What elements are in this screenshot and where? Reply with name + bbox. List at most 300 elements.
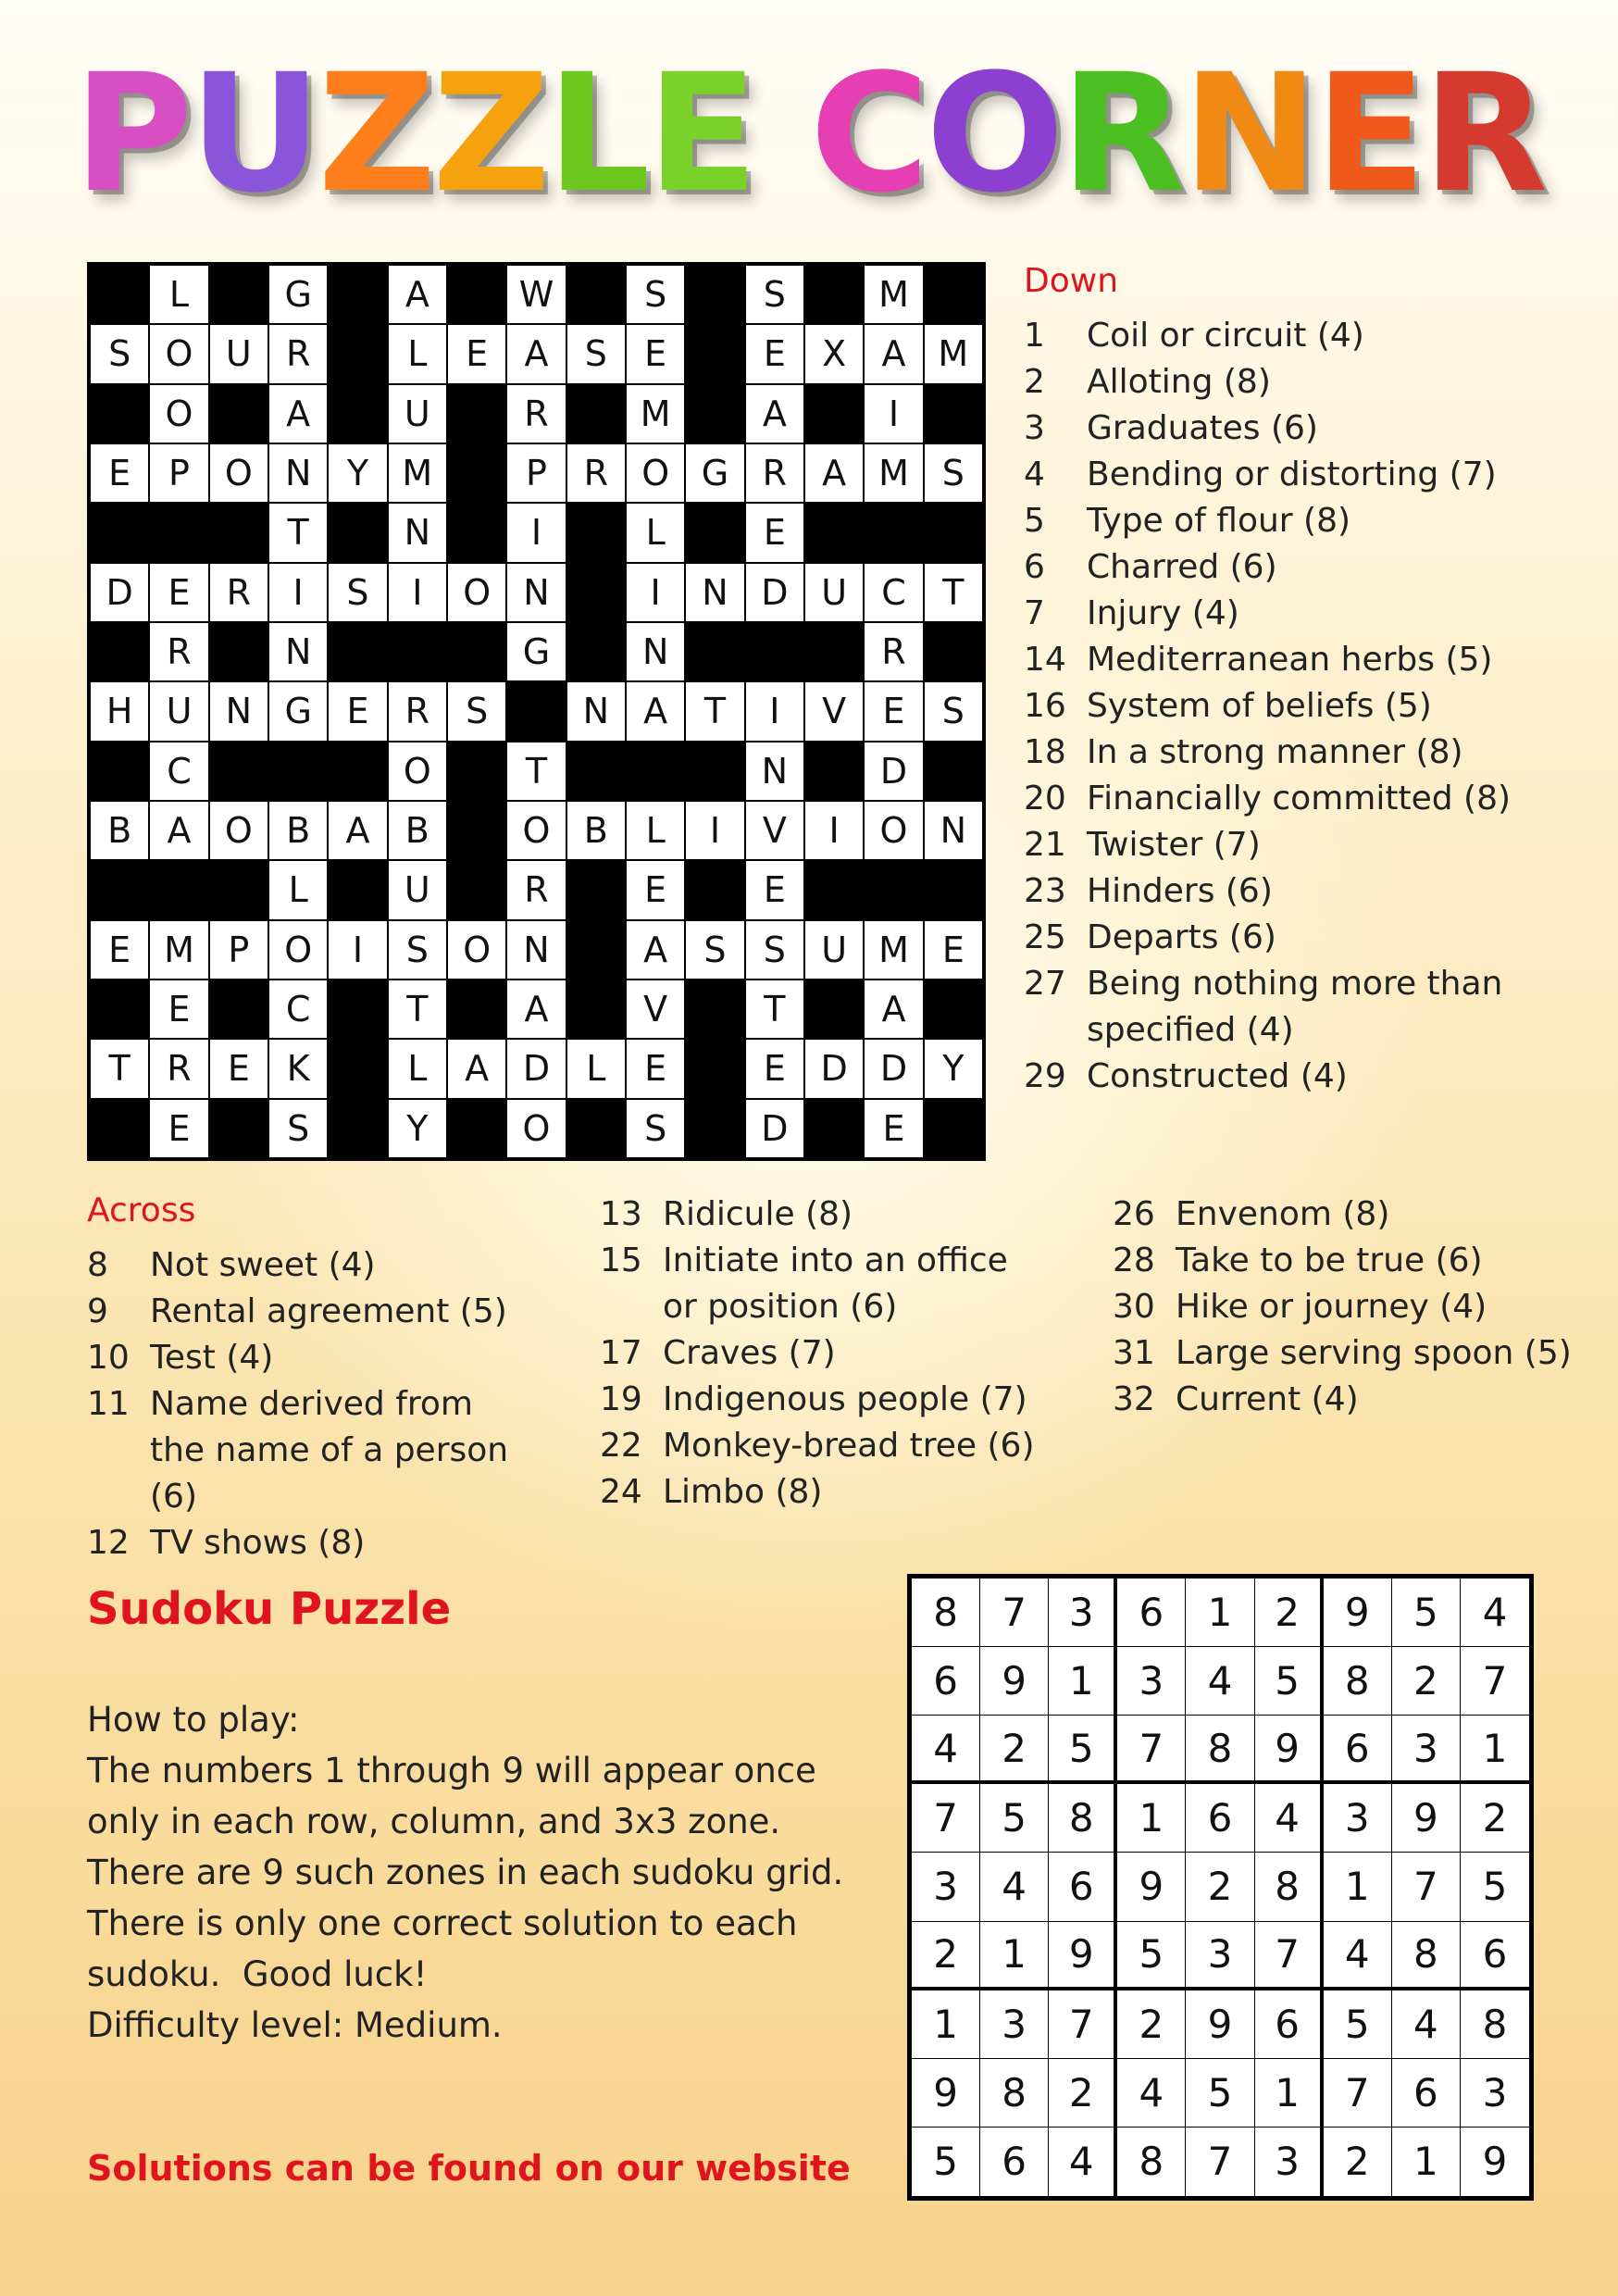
crossword-cell: G — [506, 622, 566, 681]
sudoku-cell: 7 — [1324, 2059, 1392, 2128]
sudoku-cell: 4 — [1324, 1922, 1392, 1990]
sudoku-cell: 1 — [1117, 1784, 1186, 1853]
clue-number: 7 — [1024, 594, 1045, 632]
crossword-cell: A — [626, 920, 685, 980]
crossword-black-cell — [209, 265, 268, 324]
clue-number: 5 — [1024, 502, 1045, 540]
crossword-cell: A — [268, 384, 328, 443]
crossword-black-cell — [149, 503, 208, 562]
crossword-black-cell — [685, 265, 744, 324]
clue-number: 15 — [600, 1242, 642, 1279]
clue-text: Ridicule (8) — [663, 1195, 853, 1233]
crossword-black-cell — [447, 622, 506, 681]
crossword-black-cell — [149, 860, 208, 919]
across-clue-list-1 — [87, 1242, 531, 1566]
clue-text: TV shows (8) — [150, 1524, 366, 1562]
crossword-cell: I — [506, 503, 566, 562]
title-letter: E — [646, 39, 755, 229]
sudoku-cell: 5 — [1186, 2059, 1254, 2128]
sudoku-cell: 7 — [1186, 2128, 1254, 2196]
sudoku-cell: 5 — [1392, 1578, 1461, 1647]
crossword-cell: Y — [388, 1099, 447, 1158]
crossword-cell: L — [149, 265, 208, 324]
sudoku-cell: 4 — [1392, 1990, 1461, 2059]
crossword-black-cell — [566, 265, 626, 324]
sudoku-cell: 5 — [1461, 1853, 1529, 1921]
crossword-cell: E — [745, 1039, 804, 1098]
crossword-cell: E — [745, 324, 804, 383]
crossword-cell: O — [626, 443, 685, 503]
crossword-cell: O — [388, 742, 447, 801]
sudoku-cell: 2 — [1186, 1853, 1254, 1921]
crossword-black-cell — [90, 384, 149, 443]
crossword-cell: O — [268, 920, 328, 980]
crossword-black-cell — [804, 980, 864, 1039]
crossword-cell: E — [745, 860, 804, 919]
crossword-cell: M — [388, 443, 447, 503]
clue-item — [600, 1192, 1044, 1238]
crossword-cell: R — [566, 443, 626, 503]
crossword-cell: R — [209, 563, 268, 622]
sudoku-cell: 8 — [912, 1578, 980, 1647]
clue-text: Being nothing more than specified (4) — [1087, 965, 1503, 1049]
crossword-cell: A — [864, 324, 923, 383]
title-word-puzzle — [74, 28, 755, 241]
crossword-black-cell — [328, 265, 387, 324]
across-clue-list-3 — [1113, 1192, 1575, 1423]
title-letter: C — [810, 39, 927, 229]
clue-number: 27 — [1024, 965, 1066, 1003]
crossword-black-cell — [447, 265, 506, 324]
crossword-cell: S — [90, 324, 149, 383]
crossword-black-cell — [685, 324, 744, 383]
crossword-black-cell — [924, 622, 983, 681]
crossword-grid — [87, 262, 986, 1161]
sudoku-cell: 3 — [1461, 2059, 1529, 2128]
crossword-black-cell — [924, 384, 983, 443]
clue-item — [1024, 498, 1542, 544]
howto-line: How to play: — [87, 1700, 300, 1740]
sudoku-cell: 9 — [980, 1647, 1049, 1716]
clue-item — [600, 1423, 1044, 1469]
crossword-cell: S — [924, 443, 983, 503]
sudoku-cell: 6 — [980, 2128, 1049, 2196]
clue-item — [1024, 452, 1542, 498]
crossword-cell: A — [745, 384, 804, 443]
crossword-cell: D — [90, 563, 149, 622]
crossword-cell: M — [626, 384, 685, 443]
crossword-black-cell — [566, 503, 626, 562]
crossword-cell: L — [388, 324, 447, 383]
crossword-black-cell — [804, 742, 864, 801]
crossword-black-cell — [685, 742, 744, 801]
crossword-cell: K — [268, 1039, 328, 1098]
clue-item — [1024, 961, 1542, 1054]
crossword-black-cell — [864, 503, 923, 562]
crossword-cell: Y — [924, 1039, 983, 1098]
crossword-cell: I — [388, 563, 447, 622]
clue-number: 17 — [600, 1334, 642, 1372]
sudoku-cell: 1 — [912, 1990, 980, 2059]
clue-number: 32 — [1113, 1380, 1155, 1418]
crossword-cell: W — [506, 265, 566, 324]
clue-text: Mediterranean herbs (5) — [1087, 641, 1493, 679]
sudoku-cell: 7 — [1461, 1647, 1529, 1716]
sudoku-cell: 8 — [1186, 1716, 1254, 1784]
crossword-cell: L — [268, 860, 328, 919]
crossword-cell: S — [685, 920, 744, 980]
title-letter: R — [1060, 39, 1183, 229]
crossword-cell: B — [268, 801, 328, 860]
clue-item — [87, 1242, 531, 1289]
clue-number: 4 — [1024, 455, 1045, 493]
crossword-cell: R — [506, 384, 566, 443]
title-letter: O — [926, 39, 1061, 229]
clue-number: 14 — [1024, 641, 1066, 679]
sudoku-cell: 3 — [912, 1853, 980, 1921]
crossword-cell: E — [864, 681, 923, 741]
down-clue-list — [1024, 313, 1542, 1100]
crossword-black-cell — [268, 742, 328, 801]
howto-line: The numbers 1 through 9 will appear once only in each row, column, and 3x3 zone. There are 9 such zones in each sudoku grid. — [87, 1751, 844, 1892]
crossword-black-cell — [685, 860, 744, 919]
crossword-cell: T — [924, 563, 983, 622]
howto-line: Difficulty level: Medium. — [87, 2005, 503, 2045]
sudoku-cell: 8 — [1049, 1784, 1117, 1853]
across-clue-list-2 — [600, 1192, 1044, 1516]
clue-item — [600, 1330, 1044, 1377]
crossword-cell: R — [506, 860, 566, 919]
crossword-cell: P — [149, 443, 208, 503]
crossword-black-cell — [209, 503, 268, 562]
crossword-cell: B — [566, 801, 626, 860]
clue-text: Alloting (8) — [1087, 363, 1271, 401]
crossword-cell: D — [804, 1039, 864, 1098]
crossword-cell: O — [447, 563, 506, 622]
sudoku-cell: 8 — [1324, 1647, 1392, 1716]
crossword-cell: S — [626, 1099, 685, 1158]
howto-line: There is only one correct solution to each sudoku. Good luck! — [87, 1903, 809, 1994]
crossword-cell: O — [149, 324, 208, 383]
crossword-cell: R — [864, 622, 923, 681]
clue-number: 20 — [1024, 780, 1066, 817]
clue-item — [87, 1289, 531, 1335]
clue-number: 28 — [1113, 1242, 1155, 1279]
crossword-cell: N — [626, 622, 685, 681]
crossword-cell: T — [388, 980, 447, 1039]
crossword-cell: E — [149, 1099, 208, 1158]
crossword-cell: G — [685, 443, 744, 503]
crossword-cell: M — [864, 265, 923, 324]
crossword-black-cell — [685, 384, 744, 443]
page-title — [0, 28, 1618, 241]
clue-text: Initiate into an office or position (6) — [663, 1242, 1008, 1326]
crossword-cell: X — [804, 324, 864, 383]
sudoku-cell: 3 — [980, 1990, 1049, 2059]
title-letter: Z — [317, 39, 433, 229]
crossword-cell: E — [626, 1039, 685, 1098]
crossword-cell: E — [149, 980, 208, 1039]
crossword-black-cell — [924, 980, 983, 1039]
clue-item — [1024, 359, 1542, 406]
crossword-black-cell — [804, 860, 864, 919]
clue-item — [87, 1335, 531, 1381]
crossword-cell: N — [268, 622, 328, 681]
sudoku-cell: 4 — [1049, 2128, 1117, 2196]
crossword-black-cell — [328, 1099, 387, 1158]
crossword-cell: N — [506, 563, 566, 622]
sudoku-cell: 3 — [1392, 1716, 1461, 1784]
sudoku-cell: 9 — [1117, 1853, 1186, 1921]
sudoku-cell: 6 — [1117, 1578, 1186, 1647]
clue-text: System of beliefs (5) — [1087, 687, 1432, 725]
sudoku-cell: 4 — [1255, 1784, 1324, 1853]
sudoku-cell: 2 — [1255, 1578, 1324, 1647]
sudoku-cell: 6 — [1255, 1990, 1324, 2059]
clue-text: Hike or journey (4) — [1176, 1288, 1487, 1326]
crossword-cell: D — [506, 1039, 566, 1098]
clue-item — [1024, 1054, 1542, 1100]
sudoku-cell: 7 — [980, 1578, 1049, 1647]
clue-text: In a strong manner (8) — [1087, 733, 1463, 771]
crossword-cell: T — [745, 980, 804, 1039]
clue-item — [87, 1520, 531, 1566]
crossword-black-cell — [328, 860, 387, 919]
crossword-cell: R — [745, 443, 804, 503]
crossword-black-cell — [209, 742, 268, 801]
sudoku-cell: 8 — [1392, 1922, 1461, 1990]
sudoku-cell: 7 — [1392, 1853, 1461, 1921]
clue-text: Monkey-bread tree (6) — [663, 1427, 1035, 1465]
crossword-cell: M — [924, 324, 983, 383]
clue-text: Envenom (8) — [1176, 1195, 1390, 1233]
clue-text: Not sweet (4) — [150, 1246, 376, 1284]
crossword-cell: O — [506, 1099, 566, 1158]
crossword-black-cell — [447, 801, 506, 860]
sudoku-cell: 5 — [912, 2128, 980, 2196]
crossword-cell: L — [626, 801, 685, 860]
sudoku-cell: 4 — [1117, 2059, 1186, 2128]
crossword-cell: I — [268, 563, 328, 622]
clue-item — [1113, 1330, 1575, 1377]
sudoku-cell: 9 — [912, 2059, 980, 2128]
crossword-black-cell — [90, 742, 149, 801]
crossword-black-cell — [924, 860, 983, 919]
title-letter: P — [73, 39, 190, 229]
sudoku-cell: 7 — [1117, 1716, 1186, 1784]
crossword-cell: O — [149, 384, 208, 443]
crossword-cell: T — [685, 681, 744, 741]
clue-item — [600, 1469, 1044, 1516]
crossword-black-cell — [566, 1099, 626, 1158]
crossword-cell: B — [90, 801, 149, 860]
title-letter: N — [1182, 39, 1315, 229]
clue-text: Limbo (8) — [663, 1473, 823, 1511]
clue-number: 9 — [87, 1292, 108, 1330]
crossword-black-cell — [924, 1099, 983, 1158]
crossword-cell: U — [209, 324, 268, 383]
sudoku-cell: 4 — [1461, 1578, 1529, 1647]
clue-text: Injury (4) — [1087, 594, 1239, 632]
crossword-black-cell — [864, 860, 923, 919]
crossword-black-cell — [209, 384, 268, 443]
clue-number: 6 — [1024, 548, 1045, 586]
crossword-cell: U — [149, 681, 208, 741]
sudoku-cell: 5 — [980, 1784, 1049, 1853]
sudoku-cell: 3 — [1186, 1922, 1254, 1990]
sudoku-cell: 6 — [1461, 1922, 1529, 1990]
crossword-cell: S — [447, 681, 506, 741]
sudoku-cell: 8 — [1461, 1990, 1529, 2059]
clue-item — [1024, 406, 1542, 452]
clue-text: Indigenous people (7) — [663, 1380, 1027, 1418]
sudoku-cell: 2 — [912, 1922, 980, 1990]
crossword-cell: S — [566, 324, 626, 383]
sudoku-cell: 4 — [1186, 1647, 1254, 1716]
sudoku-cell: 6 — [1049, 1853, 1117, 1921]
crossword-black-cell — [90, 860, 149, 919]
title-word-corner — [810, 28, 1544, 241]
clue-number: 21 — [1024, 826, 1066, 864]
crossword-cell: A — [804, 443, 864, 503]
crossword-cell: E — [90, 920, 149, 980]
title-letter: E — [1314, 39, 1423, 229]
crossword-cell: O — [209, 443, 268, 503]
crossword-black-cell — [209, 1099, 268, 1158]
crossword-cell: A — [447, 1039, 506, 1098]
crossword-cell: P — [209, 920, 268, 980]
solutions-note: Solutions can be found on our website — [87, 2148, 851, 2189]
crossword-black-cell — [328, 622, 387, 681]
clue-number: 13 — [600, 1195, 642, 1233]
clue-text: Departs (6) — [1087, 918, 1276, 956]
clue-item — [1024, 313, 1542, 359]
sudoku-title: Sudoku Puzzle — [87, 1583, 452, 1635]
crossword-cell: H — [90, 681, 149, 741]
clue-number: 3 — [1024, 409, 1045, 447]
crossword-cell: T — [90, 1039, 149, 1098]
crossword-cell: D — [864, 742, 923, 801]
sudoku-cell: 6 — [912, 1647, 980, 1716]
sudoku-instructions — [87, 1694, 846, 2051]
clue-text: Rental agreement (5) — [150, 1292, 507, 1330]
sudoku-grid — [907, 1574, 1534, 2201]
clue-number: 8 — [87, 1246, 108, 1284]
clue-item — [1024, 544, 1542, 591]
crossword-cell: T — [268, 503, 328, 562]
clue-text: Large serving spoon (5) — [1176, 1334, 1572, 1372]
clue-number: 12 — [87, 1524, 130, 1562]
crossword-cell: E — [626, 860, 685, 919]
crossword-cell: C — [864, 563, 923, 622]
clue-text: Current (4) — [1176, 1380, 1359, 1418]
crossword-cell: U — [804, 920, 864, 980]
crossword-cell: S — [745, 265, 804, 324]
crossword-cell: C — [149, 742, 208, 801]
crossword-cell: N — [506, 920, 566, 980]
crossword-black-cell — [924, 503, 983, 562]
clue-number: 18 — [1024, 733, 1066, 771]
sudoku-cell: 2 — [1049, 2059, 1117, 2128]
crossword-black-cell — [209, 622, 268, 681]
crossword-black-cell — [566, 622, 626, 681]
clue-text: Type of flour (8) — [1087, 502, 1351, 540]
clue-number: 26 — [1113, 1195, 1155, 1233]
crossword-cell: V — [626, 980, 685, 1039]
clue-number: 10 — [87, 1339, 130, 1377]
sudoku-cell: 8 — [1255, 1853, 1324, 1921]
clue-text: Coil or circuit (4) — [1087, 317, 1364, 355]
clue-text: Graduates (6) — [1087, 409, 1318, 447]
crossword-cell: V — [804, 681, 864, 741]
crossword-cell: S — [388, 920, 447, 980]
crossword-black-cell — [924, 265, 983, 324]
crossword-cell: I — [685, 801, 744, 860]
crossword-black-cell — [745, 622, 804, 681]
crossword-black-cell — [388, 622, 447, 681]
crossword-black-cell — [328, 1039, 387, 1098]
crossword-black-cell — [209, 860, 268, 919]
crossword-black-cell — [685, 1039, 744, 1098]
crossword-cell: E — [626, 324, 685, 383]
sudoku-cell: 1 — [980, 1922, 1049, 1990]
title-letter: R — [1422, 39, 1545, 229]
sudoku-cell: 9 — [1324, 1578, 1392, 1647]
crossword-black-cell — [804, 503, 864, 562]
sudoku-cell: 5 — [1049, 1716, 1117, 1784]
clue-item — [1113, 1192, 1575, 1238]
clue-number: 24 — [600, 1473, 642, 1511]
sudoku-cell: 7 — [912, 1784, 980, 1853]
across-heading: Across — [87, 1192, 196, 1229]
title-letter: L — [546, 39, 647, 229]
clue-text: Craves (7) — [663, 1334, 836, 1372]
crossword-cell: I — [745, 681, 804, 741]
clue-item — [1113, 1284, 1575, 1330]
title-letter: Z — [432, 39, 547, 229]
crossword-black-cell — [447, 443, 506, 503]
crossword-cell: D — [745, 563, 804, 622]
clue-item — [1024, 637, 1542, 683]
crossword-cell: S — [626, 265, 685, 324]
crossword-cell: L — [566, 1039, 626, 1098]
clue-text: Bending or distorting (7) — [1087, 455, 1497, 493]
sudoku-cell: 3 — [1324, 1784, 1392, 1853]
crossword-cell: N — [566, 681, 626, 741]
clue-item — [1024, 915, 1542, 961]
clue-item — [1024, 822, 1542, 868]
clue-text: Hinders (6) — [1087, 872, 1273, 910]
crossword-cell: R — [149, 622, 208, 681]
clue-item — [1024, 868, 1542, 915]
crossword-cell: E — [924, 920, 983, 980]
sudoku-cell: 9 — [1482, 2139, 1508, 2185]
crossword-black-cell — [90, 980, 149, 1039]
crossword-cell: N — [388, 503, 447, 562]
crossword-black-cell — [804, 622, 864, 681]
sudoku-cell: 1 — [1255, 2059, 1324, 2128]
crossword-black-cell — [685, 622, 744, 681]
sudoku-cell: 1 — [1461, 1716, 1529, 1784]
crossword-black-cell — [328, 324, 387, 383]
crossword-cell: P — [506, 443, 566, 503]
crossword-black-cell — [90, 622, 149, 681]
crossword-cell: N — [685, 563, 744, 622]
crossword-cell: S — [328, 563, 387, 622]
crossword-cell: Y — [328, 443, 387, 503]
crossword-black-cell — [328, 503, 387, 562]
crossword-cell: U — [388, 860, 447, 919]
